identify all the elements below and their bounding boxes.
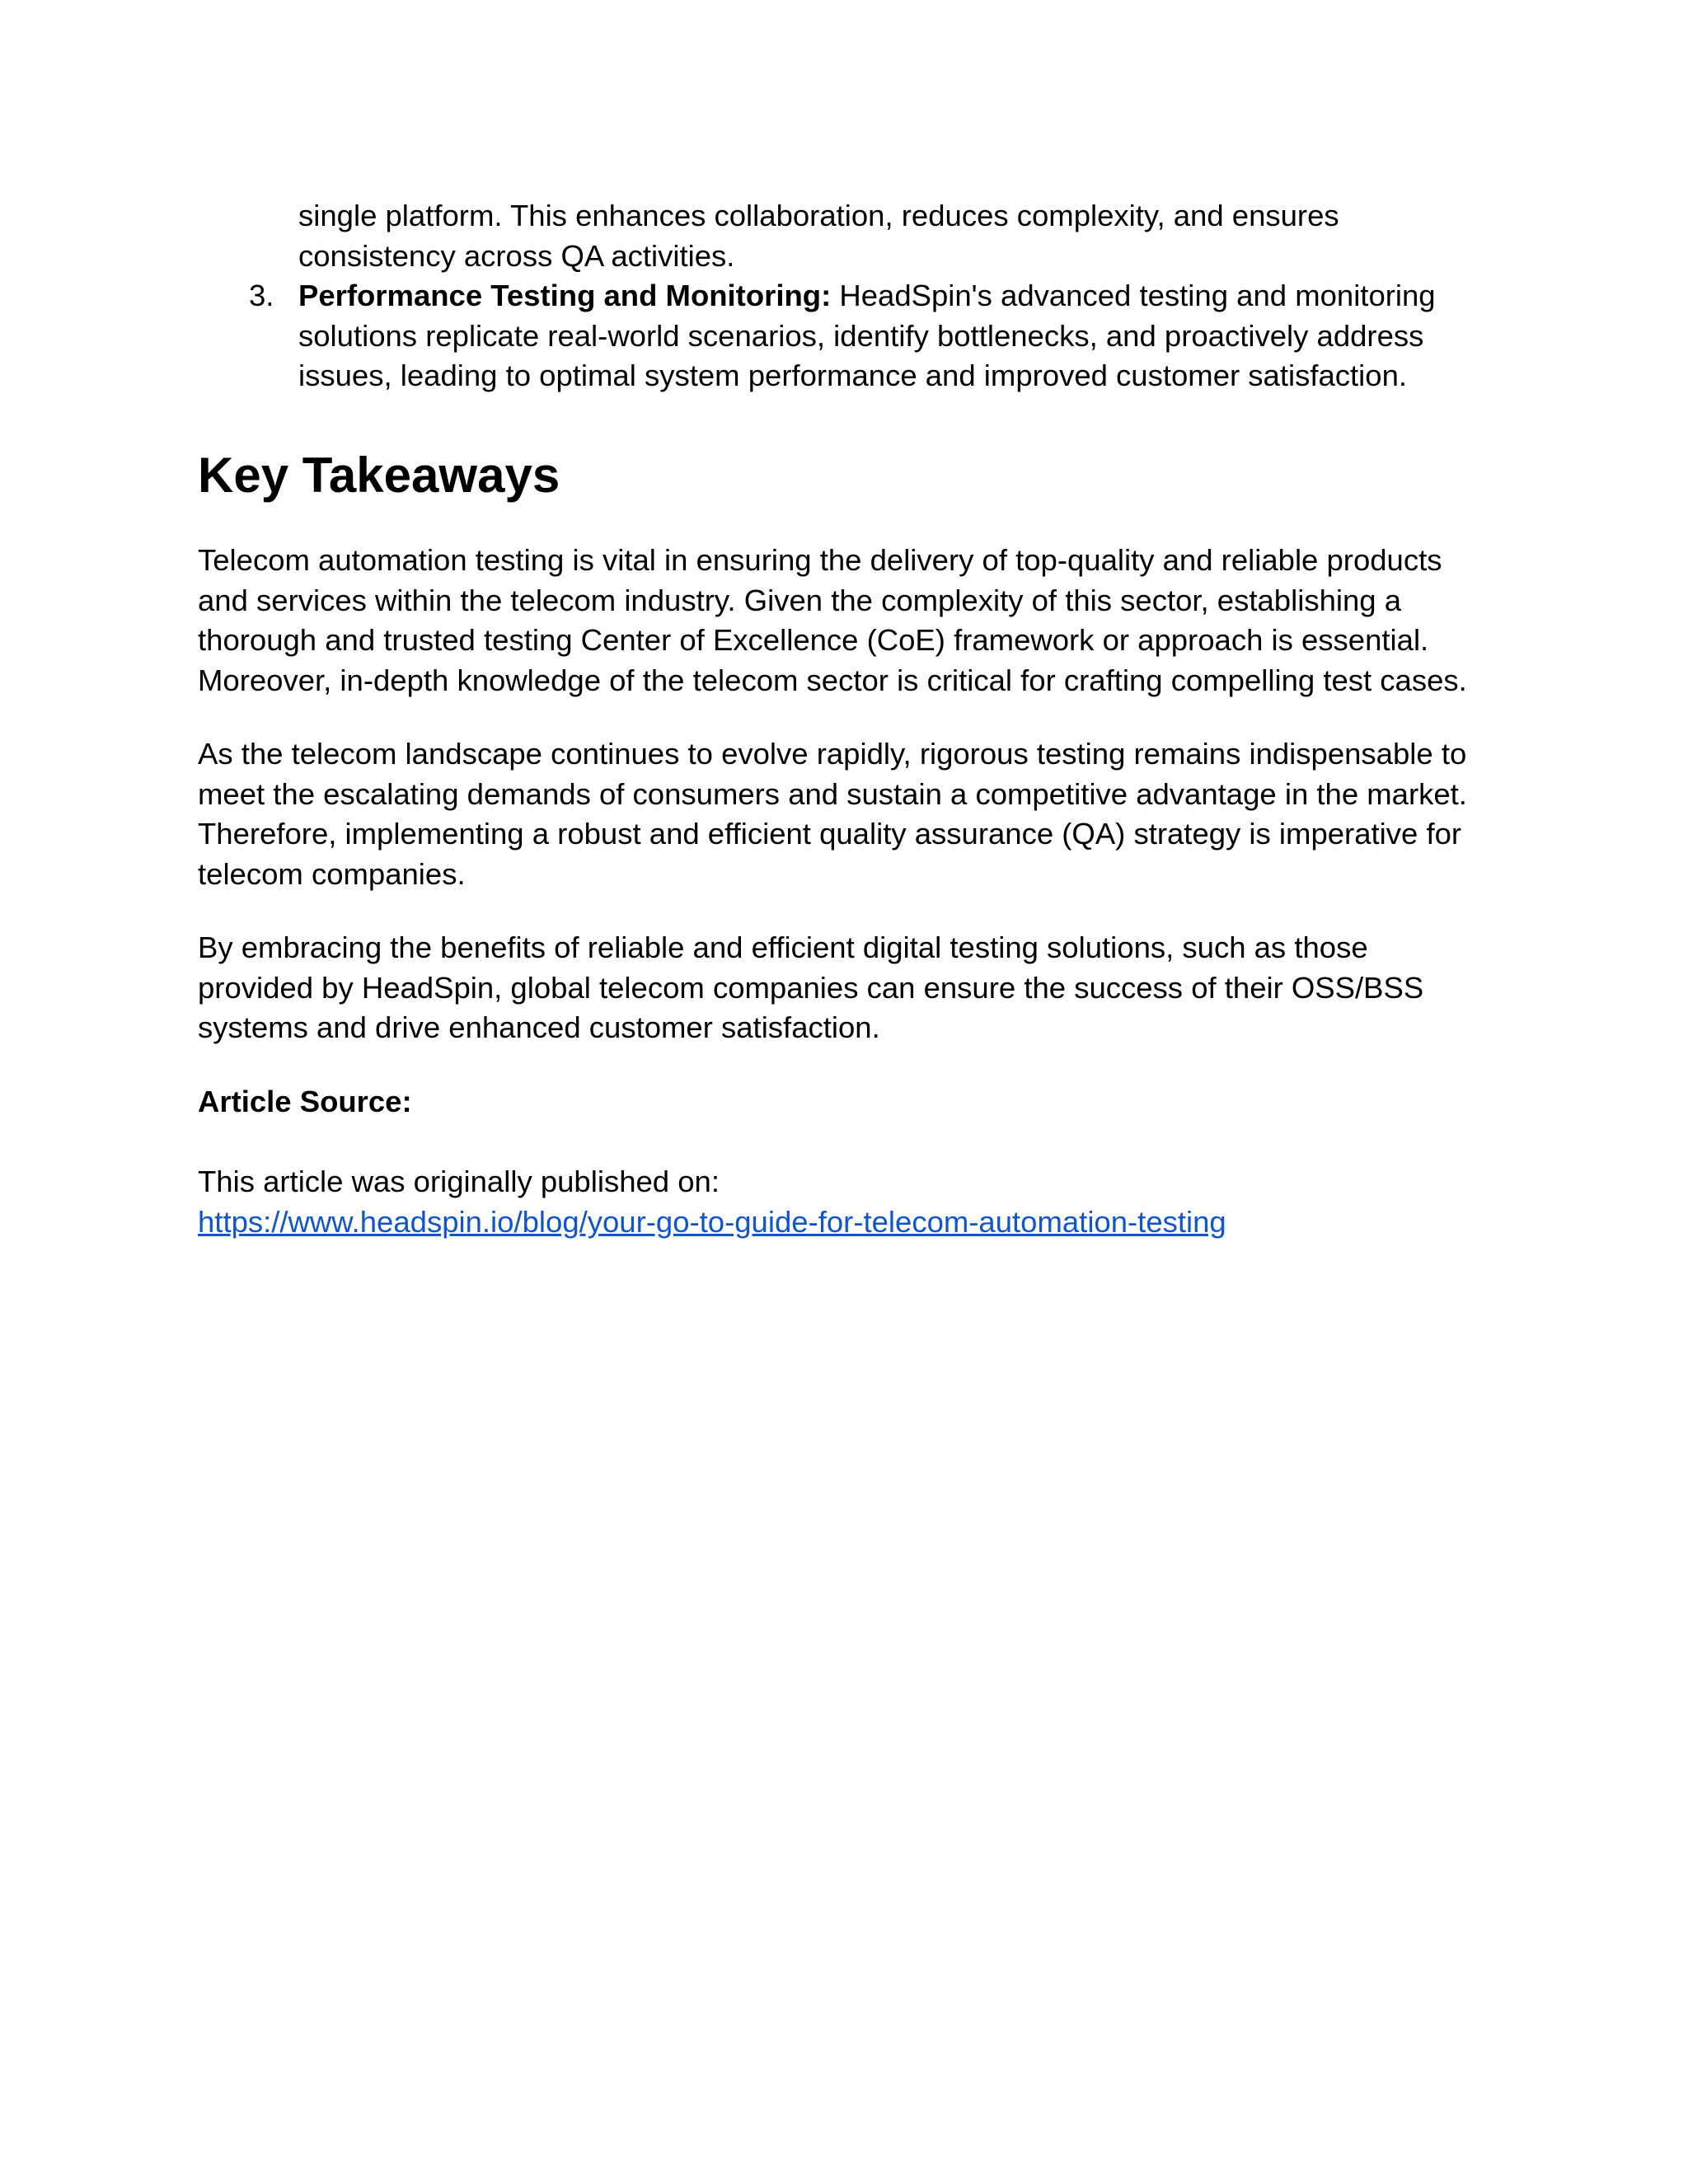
paragraph-3: By embracing the benefits of reliable and efficient digital testing solutions, such as those provided by HeadSpin, global telecom companies can ensure the success of their OSS/BSS systems and drive enhanced customer satisfaction. <box>198 930 1424 1045</box>
source-link[interactable]: https://www.headspin.io/blog/your-go-to-guide-for-telecom-automation-testing <box>198 1205 1226 1239</box>
list-item-number: 3. <box>249 279 274 312</box>
list-item-lead: Performance Testing and Monitoring: <box>298 279 832 312</box>
section-heading: Key Takeaways <box>198 448 560 503</box>
article-source-label: Article Source: <box>198 1085 412 1118</box>
paragraph-1: Telecom automation testing is vital in ensuring the delivery of top-quality and reliable products and services within the telecom industry. Given the complexity of this sector, establishing a thorough and trusted testing Center of Excellence (CoE) framework or approach is essential. Moreover, in-depth knowledge of the telecom sector is critical for crafting compelling test cases. <box>198 543 1467 697</box>
published-on-text: This article was originally published on: <box>198 1165 720 1198</box>
list-item-text: HeadSpin's advanced testing and monitoring solutions replicate real-world scenarios, identify bottlenecks, and proactively address issues, leading to optimal system performance and improved customer satisfaction. <box>298 279 1436 393</box>
list-item-body <box>298 276 1518 396</box>
paragraph-2: As the telecom landscape continues to evolve rapidly, rigorous testing remains indispensable to meet the escalating demands of consumers and sustain a competitive advantage in the market. Therefore, implementing a robust and efficient quality assurance (QA) strategy is imperative for telecom companies. <box>198 737 1467 891</box>
list-item-continuation: single platform. This enhances collaboration, reduces complexity, and ensures consistency across QA activities. <box>298 199 1339 273</box>
